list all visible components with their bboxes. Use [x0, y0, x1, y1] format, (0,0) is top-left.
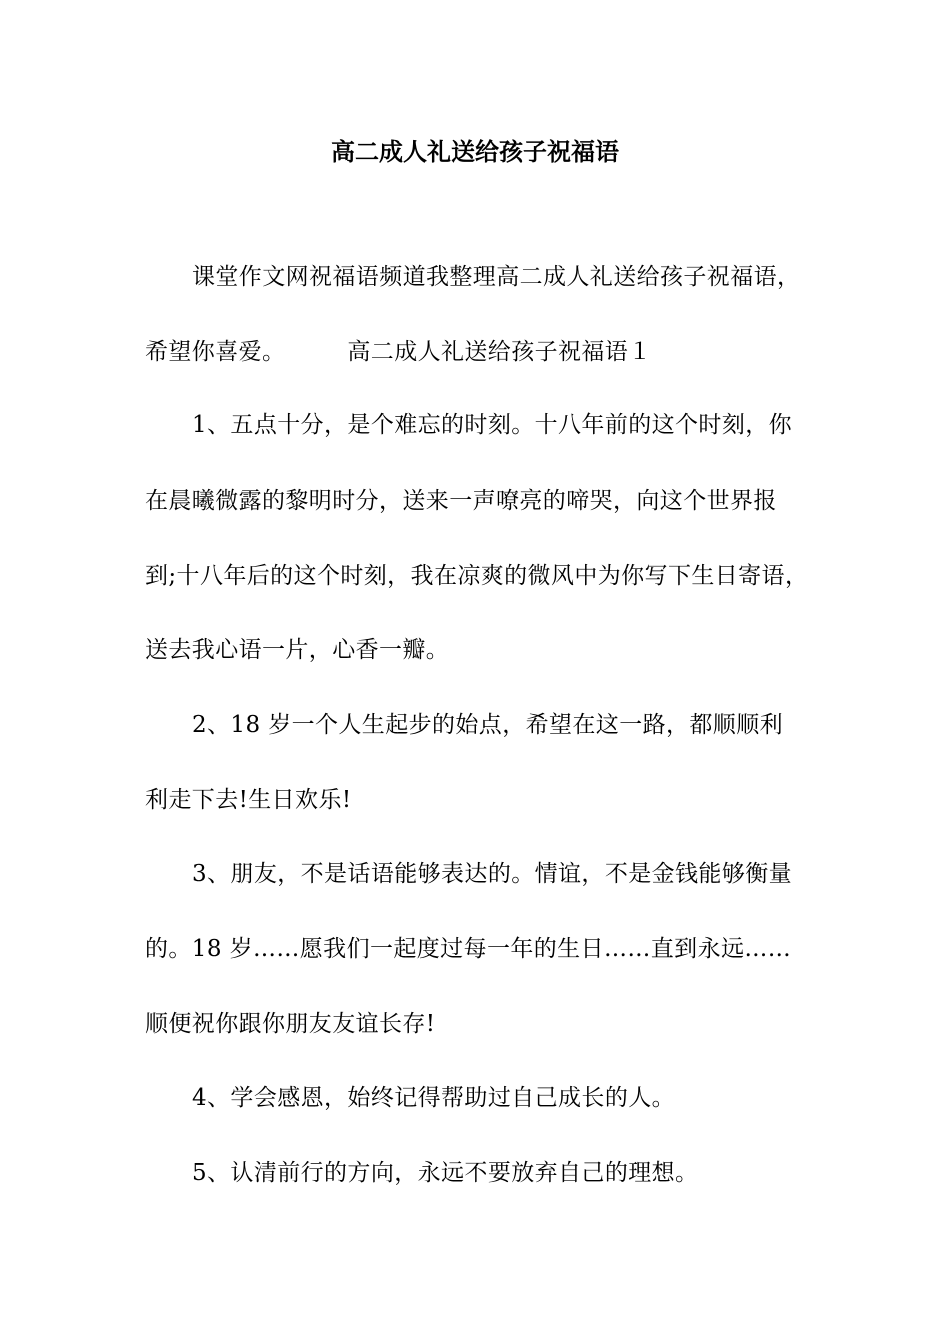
item-1-line-2: 在晨曦微露的黎明时分，送来一声嘹亮的啼哭，向这个世界报 — [145, 488, 777, 514]
intro-text: 希望你喜爱。 — [145, 339, 286, 365]
document-title: 高二成人礼送给孩子祝福语 — [331, 137, 619, 166]
intro-line-1: 课堂作文网祝福语频道我整理高二成人礼送给孩子祝福语， — [192, 264, 801, 290]
item-3-line-3: 顺便祝你跟你朋友友谊长存! — [145, 1011, 436, 1037]
item-1-line-3: 到;十八年后的这个时刻，我在凉爽的微风中为你写下生日寄语， — [145, 563, 809, 589]
item-5-line-1: 5、认清前行的方向，永远不要放弃自己的理想。 — [192, 1160, 699, 1186]
item-2-line-1: 2、18 岁一个人生起步的始点，希望在这一路，都顺顺利 — [192, 712, 784, 738]
item-3-line-1: 3、朋友，不是话语能够表达的。情谊，不是金钱能够衡量 — [192, 861, 793, 887]
item-3-line-2: 的。18 岁……愿我们一起度过每一年的生日……直到永远…… — [145, 936, 792, 962]
item-2-line-2: 利走下去!生日欢乐! — [145, 787, 352, 813]
item-4-line-1: 4、学会感恩，始终记得帮助过自己成长的人。 — [192, 1085, 676, 1111]
section-heading: 高二成人礼送给孩子祝福语１ — [347, 339, 652, 365]
item-1-line-1: 1、五点十分，是个难忘的时刻。十八年前的这个时刻，你 — [192, 412, 793, 438]
intro-line-2 — [145, 334, 652, 370]
item-1-line-4: 送去我心语一片，心香一瓣。 — [145, 637, 450, 663]
